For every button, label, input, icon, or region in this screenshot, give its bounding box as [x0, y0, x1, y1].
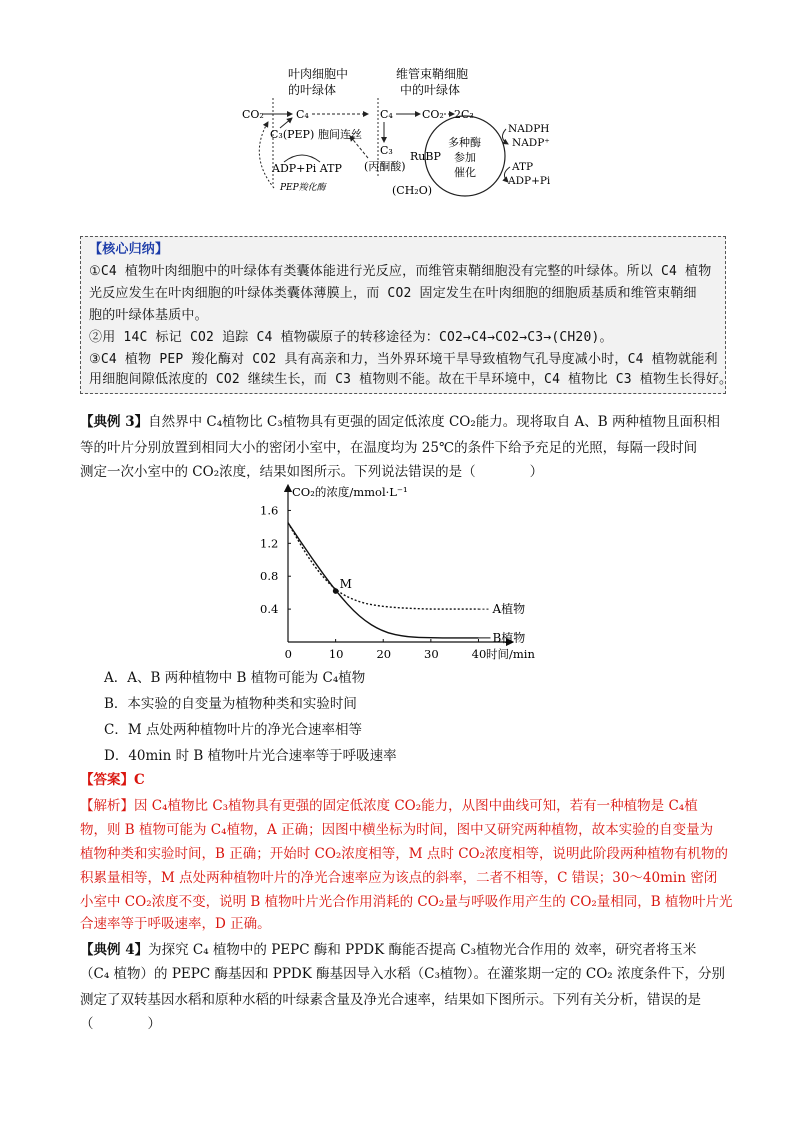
enzyme-line-1: 多种酶 — [448, 136, 481, 149]
point-m-marker — [333, 588, 339, 594]
c4-left: C₄ — [296, 108, 309, 121]
co2-concentration-chart — [258, 484, 558, 670]
y-tick-label: 0.4 — [260, 602, 279, 617]
enzyme-line-3: 催化 — [454, 166, 476, 179]
series-a-label: A植物 — [492, 602, 526, 617]
c4-right: C₄ — [380, 108, 393, 121]
x-tick-label: 0 — [284, 647, 292, 661]
y-tick-label: 1.2 — [260, 536, 279, 551]
x-axis-label: 时间/min — [486, 647, 535, 661]
rubp-label: RuBP — [410, 150, 441, 163]
label-mesophyll-2: 的叶绿体 — [288, 83, 337, 97]
option-a: A．A、B 两种植物中 B 植物可能为 C₄植物 — [104, 670, 366, 686]
summary-line-6: 用细胞间隙低浓度的 CO2 继续生长，而 C3 植物则不能。故在干旱环境中，C4 植物比 C3 植物生长得好。 — [89, 372, 733, 387]
y-tick-label: 0.8 — [260, 569, 279, 584]
series-b-line — [288, 523, 478, 638]
analysis-line-5: 小室中 CO₂浓度不变，说明 B 植物叶片光合作用消耗的 CO₂量与呼吸作用产生的 CO₂量相同，B 植物叶片光 — [80, 894, 733, 910]
analysis-line-4: 积累量相等，M 点处两种植物叶片的净光合速率应为该点的斜率，二者不相等，C 错误；30～40min 密闭 — [80, 870, 718, 886]
example3-line-3: 测定一次小室中的 CO₂浓度，结果如图所示。下列说法错误的是（ ） — [80, 464, 544, 480]
enzyme-line-2: 参加 — [454, 151, 476, 164]
adp-atp-label: ADP+Pi ATP — [272, 162, 342, 175]
example4-text-1: 为探究 C₄ 植物中的 PEPC 酶和 PPDK 酶能否提高 C₃植物光合作用的 效率，研究者将玉米 — [148, 942, 697, 958]
example3-line-1 — [80, 412, 720, 432]
answer: 【答案】C — [80, 772, 145, 788]
pep-enzyme-label: PEP羧化酶 — [280, 183, 326, 193]
arrow-pep-c4 — [280, 118, 292, 128]
summary-title: 【核心归纳】 — [89, 242, 169, 257]
series-b-label: B植物 — [492, 630, 526, 645]
example4-line-2: （C₄ 植物）的 PEPC 酶基因和 PPDK 酶基因导入水稻（C₃植物）。在灌浆期一定的 CO₂ 浓度条件下，分别 — [80, 966, 726, 982]
x-tick-label: 10 — [328, 647, 344, 661]
point-m-label: M — [339, 577, 352, 592]
analysis-line-1: 【解析】因 C₄植物比 C₃植物具有更强的固定低浓度 CO₂能力，从图中曲线可知，若有一种植物是 C₄植 — [80, 798, 698, 814]
option-c: C．M 点处两种植物叶片的净光合速率相等 — [104, 722, 362, 738]
analysis-line-3: 植物种类和实验时间，B 正确；开始时 CO₂浓度相等，M 点时 CO₂浓度相等，说明此阶段两种植物有机物的 — [80, 846, 729, 862]
atp-curve — [284, 155, 320, 162]
co2-right: CO₂ — [422, 108, 444, 121]
example3-text-1: 自然界中 C₄植物比 C₃植物具有更强的固定低浓度 CO₂能力。现将取自 A、B 两种植物且面积相 — [148, 414, 721, 430]
c4-pathway-diagram — [240, 66, 570, 202]
x-tick-label: 30 — [424, 647, 439, 661]
example3-line-2: 等的叶片分别放置到相同大小的密闭小室中，在温度均为 25℃的条件下给予充足的光照，每隔一段时间 — [80, 440, 698, 456]
x-tick-label: 40 — [471, 647, 487, 661]
summary-line-5: ③C4 植物 PEP 羧化酶对 CO2 具有高亲和力，当外界环境干旱导致植物气孔导度减小时，C4 植物就能利 — [89, 352, 718, 367]
ch2o-label: (CH₂O) — [392, 184, 433, 197]
two-c3: 2C₃ — [454, 108, 474, 121]
x-tick-label: 20 — [376, 647, 392, 661]
y-axis-label: CO₂的浓度/mmol·L⁻¹ — [292, 485, 408, 499]
adp-pi-label: ADP+Pi — [508, 175, 551, 187]
example4-tag: 【典例 4】 — [80, 942, 149, 958]
example4-line-1 — [80, 940, 696, 960]
c3-right: C₃ — [380, 144, 393, 157]
option-d: D．40min 时 B 植物叶片光合速率等于呼吸速率 — [104, 748, 397, 764]
label-bundle-2: 中的叶绿体 — [400, 83, 461, 97]
example4-line-3: 测定了双转基因水稻和原种水稻的叶绿素含量及净光合速率，结果如下图所示。下列有关分析，错误的是 — [80, 992, 701, 1008]
pyruvate-label: (丙酮酸) — [364, 160, 406, 173]
nadph-label: NADPH — [508, 123, 550, 135]
label-mesophyll-1: 叶肉细胞中 — [288, 67, 349, 81]
y-tick-label: 1.6 — [260, 503, 279, 518]
nadp-label: NADP⁺ — [512, 137, 550, 149]
summary-line-2: 光反应发生在叶肉细胞的叶绿体类囊体薄膜上，而 CO2 固定发生在叶肉细胞的细胞质基质和维管束鞘细 — [89, 286, 697, 301]
co2-left: CO₂ — [242, 108, 264, 121]
summary-line-1: ①C4 植物叶肉细胞中的叶绿体有类囊体能进行光反应，而维管束鞘细胞没有完整的叶绿体。所以 C4 植物 — [89, 264, 712, 279]
option-b: B．本实验的自变量为植物种类和实验时间 — [104, 696, 357, 712]
core-summary-box — [80, 236, 733, 394]
example3-tag: 【典例 3】 — [80, 414, 149, 430]
example4-line-4: （ ） — [80, 1016, 161, 1032]
summary-line-3: 胞的叶绿体基质中。 — [89, 308, 208, 323]
summary-line-4: ②用 14C 标记 CO2 追踪 C4 植物碳原子的转移途径为：CO2→C4→CO2→C3→(CH20)。 — [89, 330, 613, 345]
analysis-line-6: 合速率等于呼吸速率，D 正确。 — [80, 916, 271, 932]
analysis-line-2: 物，则 B 植物可能为 C₄植物，A 正确；因图中横坐标为时间，图中又研究两种植物，故本实验的自变量为 — [80, 822, 714, 838]
plasmodesma-label: 胞间连丝 — [318, 128, 362, 141]
atp-label: ATP — [512, 161, 534, 173]
c3-pep: C₃(PEP) — [270, 128, 315, 141]
series-a-line — [288, 523, 478, 609]
label-bundle-1: 维管束鞘细胞 — [396, 67, 469, 81]
